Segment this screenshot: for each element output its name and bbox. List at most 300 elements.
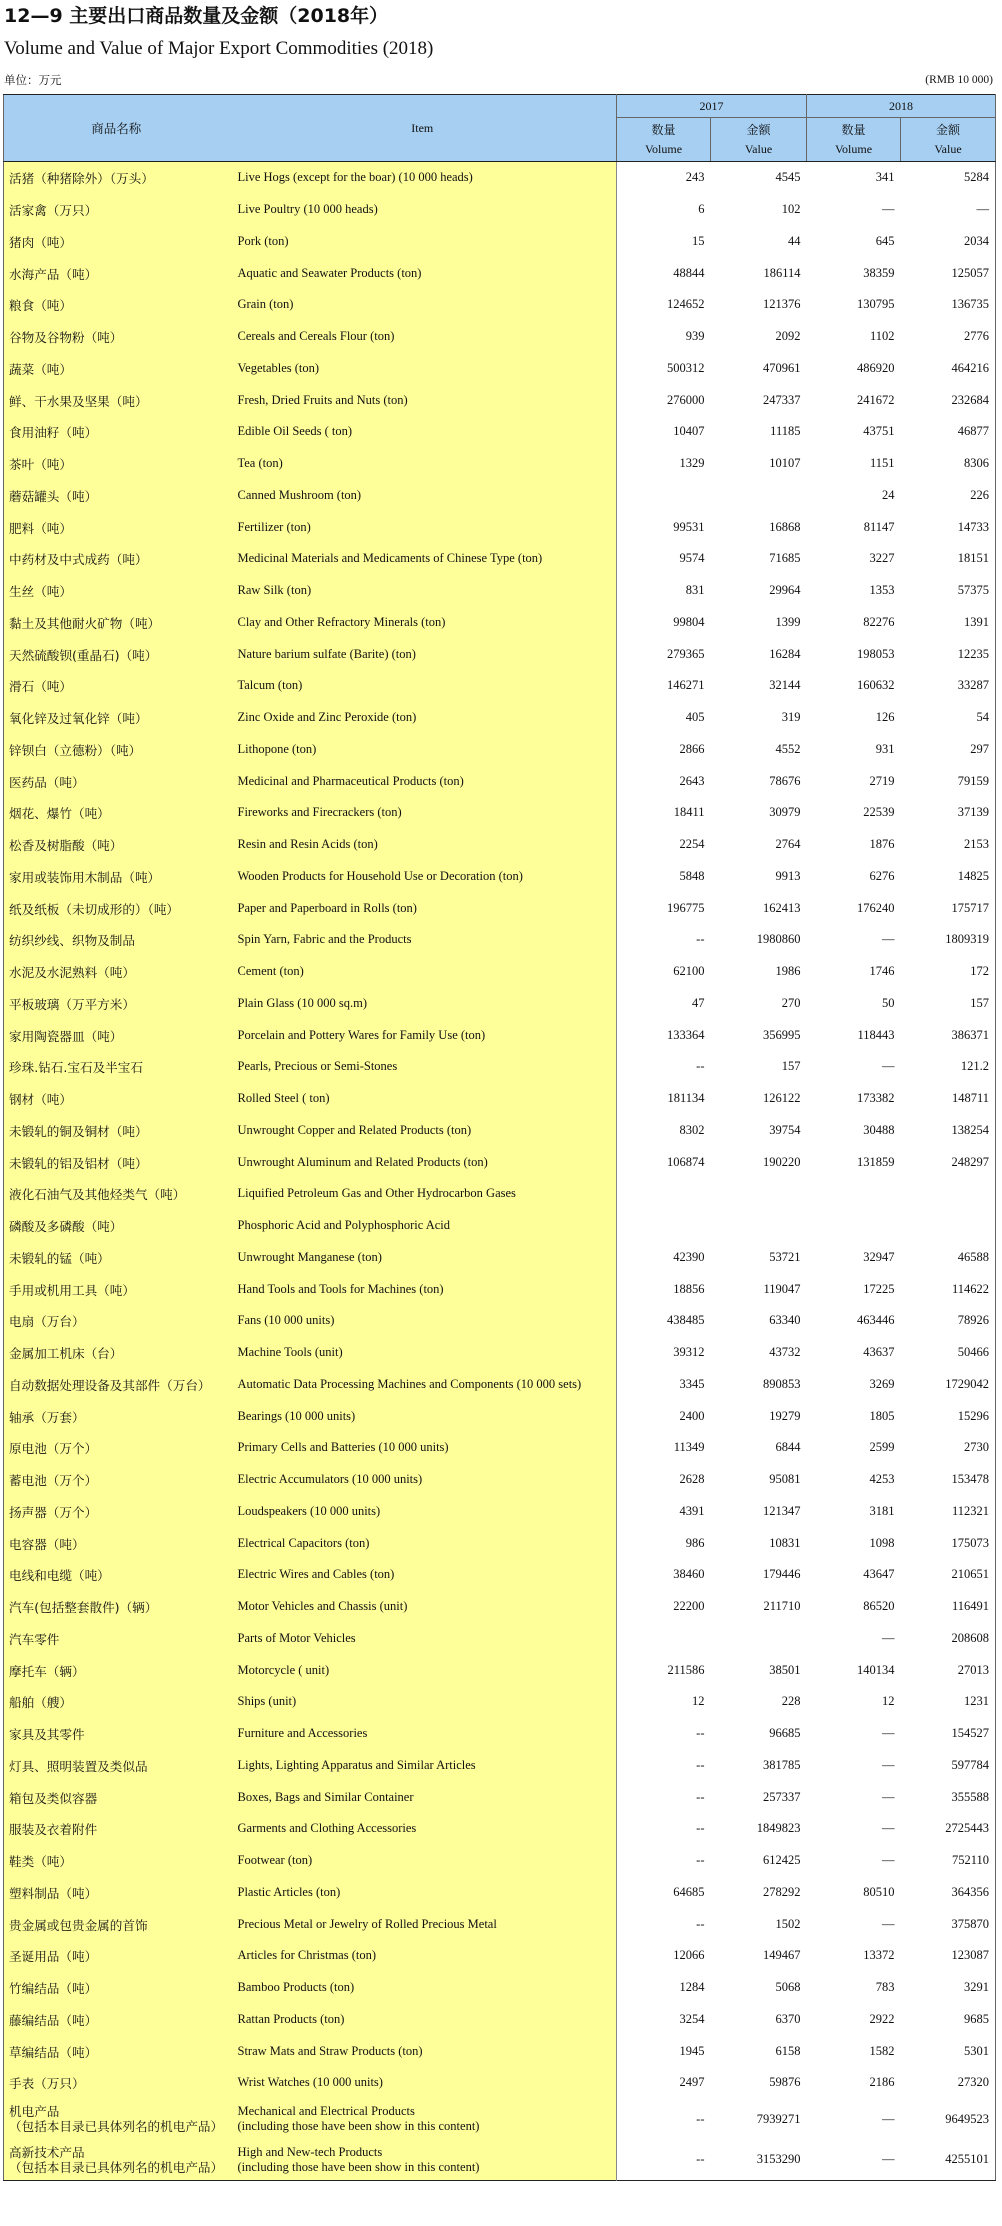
volume-2018-cell: 2599	[869, 1440, 895, 1455]
export-commodities-table	[3, 94, 996, 2181]
commodity-name-cn	[4, 1718, 229, 1750]
commodity-item-en	[229, 1051, 617, 1083]
volume-2018-cell: 130795	[857, 297, 895, 312]
commodity-name-cn	[4, 416, 229, 448]
commodity-name-cn	[4, 448, 229, 480]
commodity-item-en-text: Fertilizer (ton)	[237, 519, 311, 534]
value-2018-cell	[901, 1210, 996, 1242]
value-2017-cell: 102	[781, 202, 801, 217]
commodity-item-en-text: Plain Glass (10 000 sq.m)	[237, 995, 368, 1010]
volume-2017-cell: 1945	[679, 2043, 705, 2058]
volume-2018-cell: —	[882, 1853, 895, 1868]
value-2017-cell: 121347	[763, 1503, 801, 1518]
commodity-item-en-text: Tea (ton)	[237, 456, 283, 471]
header-volume-cn: 数量	[841, 122, 866, 137]
volume-2018-cell: —	[882, 1726, 895, 1741]
commodity-name-cn-text: 贵金属或包贵金属的首饰	[9, 1917, 148, 1933]
commodity-item-en-text: Pearls, Precious or Semi-Stones	[237, 1059, 398, 1074]
commodity-name-cn-text: 鞋类（吨）	[9, 1854, 72, 1870]
value-2017-cell	[711, 480, 807, 512]
commodity-name-cn-text: 电线和电缆（吨）	[9, 1568, 110, 1584]
volume-2018-cell: 160632	[857, 678, 895, 693]
volume-2017-cell: 12066	[673, 1948, 705, 1963]
commodity-name-cn	[4, 638, 229, 670]
volume-2018-cell: 3181	[869, 1503, 895, 1518]
value-2018-cell: 138254	[951, 1122, 989, 1137]
commodity-item-en	[229, 702, 617, 734]
commodity-item-en-text: Resin and Resin Acids (ton)	[237, 837, 378, 852]
commodity-name-cn	[4, 289, 229, 321]
commodity-name-cn	[4, 1210, 229, 1242]
commodity-item-en-text: Rattan Products (ton)	[237, 2011, 345, 2026]
commodity-name-cn	[4, 829, 229, 861]
commodity-item-en	[229, 1877, 617, 1909]
value-2018-cell: 54	[976, 710, 989, 725]
volume-2018-cell: 24	[882, 487, 895, 502]
value-2017-cell: 53721	[769, 1249, 801, 1264]
commodity-item-en-text: Wrist Watches (10 000 units)	[237, 2075, 383, 2090]
commodity-name-cn-text: 汽车(包括整套散件)（辆）	[9, 1600, 158, 1616]
commodity-name-cn-text: 藤编结品（吨）	[9, 2012, 98, 2028]
commodity-name-cn-text: 水海产品（吨）	[9, 266, 98, 282]
commodity-name-cn	[4, 1273, 229, 1305]
table-row	[4, 1908, 996, 1940]
table-row	[4, 924, 996, 956]
commodity-name-cn-text: 未锻轧的铜及铜材（吨）	[9, 1123, 148, 1139]
volume-2017-cell: --	[696, 1853, 705, 1868]
commodity-name-cn-text: 蘑菇罐头（吨）	[9, 488, 98, 504]
value-2017-cell: 4552	[775, 741, 801, 756]
value-2017-cell: 96685	[769, 1726, 801, 1741]
value-2018-cell: 157	[970, 995, 989, 1010]
commodity-item-en	[229, 1273, 617, 1305]
value-2017-cell: 59876	[769, 2075, 801, 2090]
commodity-item-en	[229, 1464, 617, 1496]
header-volume-2017	[617, 118, 711, 162]
commodity-item-en	[229, 1146, 617, 1178]
volume-2018-cell: —	[882, 1789, 895, 1804]
header-year-2018: 2018	[807, 95, 996, 118]
volume-2017-cell: --	[696, 1789, 705, 1804]
commodity-name-cn-text: 活猪（种猪除外）（万头）	[9, 171, 154, 187]
value-2017-cell: 1399	[775, 614, 801, 629]
commodity-item-en	[229, 194, 617, 226]
commodity-item-en	[229, 289, 617, 321]
commodity-name-cn-text: 家具及其零件	[9, 1727, 85, 1743]
table-row	[4, 1210, 996, 1242]
volume-2018-cell: 463446	[857, 1313, 895, 1328]
value-2017-cell: 278292	[763, 1884, 801, 1899]
commodity-item-en	[229, 861, 617, 893]
volume-2018-cell: 86520	[863, 1599, 895, 1614]
commodity-item-en-text: Plastic Articles (ton)	[237, 1884, 341, 1899]
volume-2018-cell: 38359	[863, 265, 895, 280]
commodity-name-cn-text: 钢材（吨）	[9, 1092, 72, 1108]
header-volume-2018	[807, 118, 901, 162]
value-2017-cell: 890853	[763, 1376, 801, 1391]
commodity-name-cn-text: 肥料（吨）	[9, 520, 72, 536]
volume-2017-cell: 500312	[667, 360, 705, 375]
commodity-item-en-text: Machine Tools (unit)	[237, 1345, 343, 1360]
commodity-name-cn	[4, 1845, 229, 1877]
value-2018-cell: 1391	[964, 614, 989, 629]
commodity-name-cn-text: 蓄电池（万个）	[9, 1473, 98, 1489]
table-row	[4, 988, 996, 1020]
value-2017-cell: 16868	[769, 519, 801, 534]
commodity-name-cn-text: 珍珠.钻石.宝石及半宝石	[9, 1060, 143, 1076]
commodity-item-en-text: Paper and Paperboard in Rolls (ton)	[237, 900, 417, 915]
volume-2018-cell: 1151	[869, 456, 895, 471]
value-2018-cell: 2730	[964, 1440, 989, 1455]
volume-2017-cell: --	[696, 2111, 705, 2126]
volume-2017-cell: 18411	[673, 805, 705, 820]
volume-2017-cell: 99804	[673, 614, 705, 629]
commodity-item-en	[229, 1908, 617, 1940]
commodity-item-en-text: Liquified Petroleum Gas and Other Hydrocarbon Gases	[237, 1186, 516, 1201]
commodity-name-cn-text: 水泥及水泥熟料（吨）	[9, 965, 135, 981]
commodity-name-cn	[4, 1781, 229, 1813]
commodity-item-en-note: (including those have been show in this content)	[237, 2119, 480, 2133]
commodity-name-cn-text: 鲜、干水果及坚果（吨）	[9, 393, 148, 409]
volume-2017-cell: 133364	[667, 1027, 705, 1042]
volume-2017-cell: 6	[698, 202, 705, 217]
commodity-item-en	[229, 607, 617, 639]
commodity-name-cn-text: 手用或机用工具（吨）	[9, 1282, 135, 1298]
volume-2018-cell: 43751	[863, 424, 895, 439]
value-2018-cell: 14733	[957, 519, 989, 534]
commodity-name-cn	[4, 2004, 229, 2036]
table-row	[4, 1686, 996, 1718]
volume-2018-cell: 6276	[869, 868, 895, 883]
value-2017-cell	[711, 1623, 807, 1655]
volume-2018-cell: —	[882, 1757, 895, 1772]
commodity-name-cn	[4, 1908, 229, 1940]
volume-2018-cell: 176240	[857, 900, 895, 915]
value-2017-cell: 11185	[770, 424, 801, 439]
volume-2017-cell: 8302	[679, 1122, 705, 1137]
commodity-item-en	[229, 956, 617, 988]
volume-2017-cell: 64685	[673, 1884, 705, 1899]
commodity-name-cn-text: 原电池（万个）	[9, 1441, 98, 1457]
commodity-item-en	[229, 988, 617, 1020]
commodity-item-en	[229, 1083, 617, 1115]
table-row	[4, 2067, 996, 2099]
commodity-name-cn-text: 家用陶瓷器皿（吨）	[9, 1028, 123, 1044]
volume-2017-cell: 986	[685, 1535, 705, 1550]
value-2018-cell: 57375	[957, 583, 989, 598]
value-2018-cell: 136735	[951, 297, 989, 312]
commodity-name-cn	[4, 384, 229, 416]
volume-2017-cell: 3254	[679, 2011, 705, 2026]
volume-2018-cell: 1805	[869, 1408, 895, 1423]
value-2018-cell: 121.2	[960, 1059, 989, 1074]
volume-2017-cell: 39312	[673, 1345, 705, 1360]
table-row	[4, 829, 996, 861]
commodity-item-en	[229, 1654, 617, 1686]
value-2018-cell: 464216	[951, 360, 989, 375]
commodity-item-en	[229, 162, 617, 194]
value-2017-cell: 257337	[763, 1789, 801, 1804]
value-2018-cell: 208608	[951, 1630, 989, 1645]
value-2017-cell: 319	[781, 710, 801, 725]
volume-2018-cell: —	[882, 1821, 895, 1836]
value-2017-cell: 211710	[763, 1599, 801, 1614]
commodity-item-en-text: Furniture and Accessories	[237, 1726, 368, 1741]
commodity-item-en-text: Fireworks and Firecrackers (ton)	[237, 805, 402, 820]
commodity-item-en	[229, 1115, 617, 1147]
commodity-name-cn	[4, 670, 229, 702]
commodity-name-cn	[4, 2139, 229, 2180]
header-value-en: Value	[744, 141, 773, 156]
commodity-name-cn-text: 锌钡白（立德粉）（吨）	[9, 742, 142, 758]
commodity-item-en	[229, 1940, 617, 1972]
commodity-item-en-text: Spin Yarn, Fabric and the Products	[237, 932, 412, 947]
commodity-name-cn	[4, 1051, 229, 1083]
commodity-item-en-text: Porcelain and Pottery Wares for Family Use (ton)	[237, 1027, 486, 1042]
value-2018-cell: 297	[970, 741, 989, 756]
table-row	[4, 1813, 996, 1845]
commodity-name-cn	[4, 1972, 229, 2004]
value-2017-cell: 157	[781, 1059, 801, 1074]
volume-2017-cell: 99531	[673, 519, 705, 534]
volume-2018-cell: —	[882, 202, 895, 217]
commodity-item-en-note: (including those have been show in this content)	[237, 2159, 480, 2174]
commodity-item-en-text: Talcum (ton)	[237, 678, 303, 693]
commodity-item-en	[229, 1813, 617, 1845]
commodity-item-en-text: Clay and Other Refractory Minerals (ton)	[237, 614, 446, 629]
value-2018-cell: 175073	[951, 1535, 989, 1550]
table-row	[4, 1115, 996, 1147]
value-2018-cell: 15296	[957, 1408, 989, 1423]
volume-2017-cell: 939	[685, 329, 705, 344]
volume-2018-cell: 118443	[857, 1027, 895, 1042]
value-2018-cell: 154527	[951, 1726, 989, 1741]
volume-2017-cell: 106874	[667, 1154, 705, 1169]
commodity-item-en-text: Medicinal and Pharmaceutical Products (ton)	[237, 773, 464, 788]
commodity-item-en-text: High and New-tech Products	[237, 2144, 383, 2159]
table-row	[4, 1940, 996, 1972]
value-2017-cell: 16284	[769, 646, 801, 661]
commodity-item-en-text: Boxes, Bags and Similar Container	[237, 1789, 414, 1804]
commodity-name-cn-text: 平板玻璃（万平方米）	[9, 996, 135, 1012]
table-row	[4, 321, 996, 353]
value-2018-cell: 33287	[957, 678, 989, 693]
commodity-name-cn-text: 纸及纸板（未切成形的）（吨）	[9, 901, 180, 917]
value-2017-cell: 162413	[763, 900, 801, 915]
volume-2017-cell: --	[696, 1757, 705, 1772]
commodity-item-en	[229, 1591, 617, 1623]
volume-2017-cell: 11349	[673, 1440, 705, 1455]
table-row	[4, 734, 996, 766]
value-2017-cell: 63340	[769, 1313, 801, 1328]
value-2017-cell: 44	[788, 233, 801, 248]
volume-2017-cell	[617, 480, 711, 512]
table-row	[4, 1559, 996, 1591]
value-2018-cell: 5301	[964, 2043, 989, 2058]
volume-2018-cell: —	[882, 1059, 895, 1074]
volume-2018-cell: —	[882, 932, 895, 947]
commodity-name-cn	[4, 1559, 229, 1591]
commodity-name-cn-text: 塑料制品（吨）	[9, 1885, 98, 1901]
volume-2017-cell: 181134	[667, 1091, 705, 1106]
table-row	[4, 511, 996, 543]
volume-2018-cell: 140134	[857, 1662, 895, 1677]
commodity-item-en	[229, 448, 617, 480]
volume-2017-cell: 12	[692, 1694, 705, 1709]
value-2017-cell: 10831	[769, 1535, 801, 1550]
commodity-name-cn	[4, 1623, 229, 1655]
commodity-item-en	[229, 1527, 617, 1559]
commodity-name-cn	[4, 194, 229, 226]
commodity-item-en-text: Fresh, Dried Fruits and Nuts (ton)	[237, 392, 408, 407]
volume-2017-cell: 38460	[673, 1567, 705, 1582]
value-2018-cell: 46877	[957, 424, 989, 439]
commodity-item-en	[229, 1718, 617, 1750]
value-2018-cell: 8306	[964, 456, 989, 471]
value-2017-cell: 4545	[775, 170, 801, 185]
volume-2018-cell: 783	[875, 1980, 895, 1995]
volume-2018-cell: 2719	[869, 773, 895, 788]
commodity-name-cn	[4, 988, 229, 1020]
value-2018-cell: 148711	[951, 1091, 989, 1106]
value-2018-cell: 232684	[951, 392, 989, 407]
value-2018-cell: 3291	[964, 1980, 989, 1995]
value-2018-cell: 597784	[951, 1757, 989, 1772]
commodity-item-en	[229, 1781, 617, 1813]
value-2018-cell: 5284	[964, 170, 989, 185]
volume-2018-cell: 2922	[869, 2011, 895, 2026]
commodity-name-cn-text: 茶叶（吨）	[9, 457, 72, 473]
table-row	[4, 956, 996, 988]
value-2017-cell: 149467	[763, 1948, 801, 1963]
volume-2017-cell: 4391	[679, 1503, 705, 1518]
volume-2017-cell: --	[696, 2152, 705, 2166]
commodity-name-cn	[4, 956, 229, 988]
value-2018-cell: —	[976, 202, 989, 217]
volume-2018-cell	[807, 1210, 901, 1242]
volume-2018-cell: 81147	[863, 519, 895, 534]
commodity-name-cn-text: 汽车零件	[9, 1631, 60, 1647]
commodity-item-en-text: Zinc Oxide and Zinc Peroxide (ton)	[237, 710, 417, 725]
table-row	[4, 1972, 996, 2004]
value-2018-cell: 9685	[964, 2011, 989, 2026]
commodity-item-en	[229, 1750, 617, 1782]
commodity-name-cn-text: 蔬菜（吨）	[9, 361, 72, 377]
commodity-item-en-text: Precious Metal or Jewelry of Rolled Precious Metal	[237, 1916, 497, 1931]
table-row	[4, 194, 996, 226]
volume-2017-cell: 42390	[673, 1249, 705, 1264]
commodity-item-en-text: Lights, Lighting Apparatus and Similar Articles	[237, 1757, 476, 1772]
value-2017-cell: 10107	[769, 456, 801, 471]
commodity-item-en	[229, 1305, 617, 1337]
volume-2018-cell: 486920	[857, 360, 895, 375]
value-2017-cell: 121376	[763, 297, 801, 312]
table-row	[4, 1781, 996, 1813]
value-2017-cell: 19279	[769, 1408, 801, 1423]
commodity-item-en-text: Electric Wires and Cables (ton)	[237, 1567, 395, 1582]
header-year-2017: 2017	[617, 95, 807, 118]
table-row	[4, 1750, 996, 1782]
value-2018-cell: 14825	[957, 868, 989, 883]
commodity-name-cn-text: 电容器（吨）	[9, 1536, 85, 1552]
commodity-item-en	[229, 1623, 617, 1655]
commodity-item-en	[229, 1686, 617, 1718]
commodity-name-cn	[4, 1432, 229, 1464]
commodity-name-cn-text: 船舶（艘）	[9, 1695, 72, 1711]
value-2018-cell: 125057	[951, 265, 989, 280]
value-2017-cell: 381785	[763, 1757, 801, 1772]
commodity-name-cn	[4, 1178, 229, 1210]
table-row	[4, 384, 996, 416]
commodity-name-cn	[4, 1527, 229, 1559]
commodity-item-en	[229, 226, 617, 258]
value-2017-cell: 78676	[769, 773, 801, 788]
volume-2018-cell: —	[882, 2152, 895, 2166]
volume-2018-cell: 131859	[857, 1154, 895, 1169]
table-row	[4, 1845, 996, 1877]
commodity-item-en	[229, 1337, 617, 1369]
value-2017-cell: 7939271	[756, 2111, 801, 2126]
volume-2017-cell: 62100	[673, 964, 705, 979]
value-2017-cell: 6158	[775, 2043, 801, 2058]
value-2018-cell: 2153	[964, 837, 989, 852]
commodity-name-cn-text: 手表（万只）	[9, 2076, 85, 2092]
table-row	[4, 1337, 996, 1369]
table-row	[4, 2004, 996, 2036]
commodity-item-en-text: Electrical Capacitors (ton)	[237, 1535, 370, 1550]
value-2018-cell: 2725443	[945, 1821, 989, 1836]
commodity-item-en-text: Nature barium sulfate (Barite) (ton)	[237, 646, 416, 661]
commodity-item-en	[229, 1400, 617, 1432]
table-row	[4, 480, 996, 512]
value-2017-cell: 190220	[763, 1154, 801, 1169]
volume-2017-cell: --	[696, 932, 705, 947]
table-row	[4, 575, 996, 607]
volume-2018-cell: 13372	[863, 1948, 895, 1963]
table-row	[4, 1242, 996, 1274]
volume-2017-cell: --	[696, 1059, 705, 1074]
unit-label-en: (RMB 10 000)	[925, 74, 993, 86]
commodity-item-en	[229, 1178, 617, 1210]
volume-2018-cell: 2186	[869, 2075, 895, 2090]
commodity-item-en-text: Unwrought Manganese (ton)	[237, 1249, 382, 1264]
volume-2018-cell: 32947	[863, 1249, 895, 1264]
commodity-item-en	[229, 892, 617, 924]
commodity-name-cn	[4, 797, 229, 829]
volume-2017-cell: 124652	[667, 297, 705, 312]
table-row	[4, 1464, 996, 1496]
table-row	[4, 416, 996, 448]
commodity-name-cn	[4, 2035, 229, 2067]
commodity-item-en-text: Live Poultry (10 000 heads)	[237, 202, 378, 217]
commodity-item-en-text: Fans (10 000 units)	[237, 1313, 335, 1328]
commodity-name-cn-text: 滑石（吨）	[9, 679, 72, 695]
volume-2017-cell: 243	[685, 170, 705, 185]
volume-2017-cell: 2643	[679, 773, 705, 788]
volume-2018-cell: 126	[875, 710, 895, 725]
commodity-name-cn	[4, 734, 229, 766]
volume-2017-cell: 5848	[679, 868, 705, 883]
value-2018-cell: 9649523	[945, 2111, 989, 2126]
table-row	[4, 638, 996, 670]
commodity-item-en	[229, 2067, 617, 2099]
commodity-item-en-text: Unwrought Aluminum and Related Products (ton)	[237, 1154, 488, 1169]
commodity-name-cn-note: （包括本目录已具体列名的机电产品）	[9, 2119, 224, 2134]
volume-2017-cell: 2400	[679, 1408, 705, 1423]
volume-2018-cell	[807, 1178, 901, 1210]
volume-2017-cell: 2497	[679, 2075, 705, 2090]
value-2017-cell: 1502	[775, 1916, 801, 1931]
